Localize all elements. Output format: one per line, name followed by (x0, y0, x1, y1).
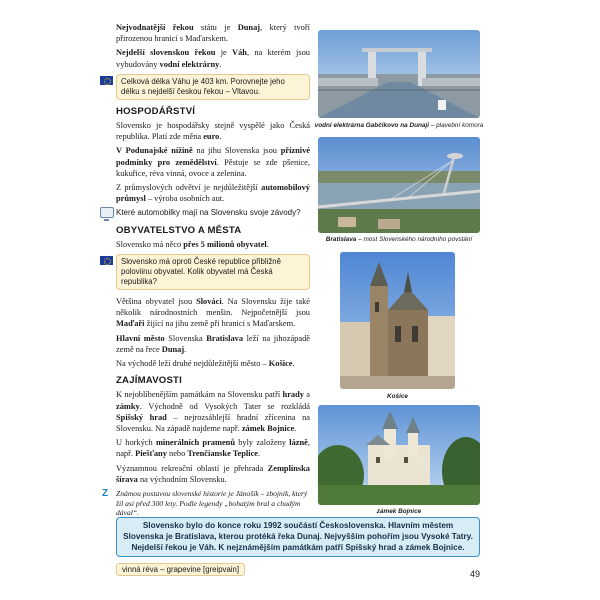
heading-economy: HOSPODÁŘSTVÍ (116, 105, 196, 117)
eu-flag-icon (100, 256, 113, 265)
paragraph-sights-2: U horkých minerálních pramenů byly založeny lázně, např. Piešťany nebo Trenčianske Teplice. (116, 438, 310, 459)
paragraph-population-3: Hlavní město Slovenska Bratislava leží na jihozápadě země na řece Dunaj. (116, 333, 310, 354)
photo-kosice-image (340, 252, 455, 389)
page-number: 49 (470, 569, 481, 579)
photo-gabcikovo (318, 30, 480, 118)
note-population: Slovensko má oproti České republice přibližně poloviinu obyvatel. Kolik obyvatel má Česká republika? (116, 254, 310, 290)
computer-icon (100, 207, 114, 218)
photo-bojnice-image (318, 405, 480, 505)
question-automobiles: Které automobilky mají na Slovensku svoje závody? (116, 207, 310, 218)
paragraph-vah: Nejdelší slovenskou řekou je Váh, na kterém jsou vybudovány vodní elektrárny. (116, 48, 310, 69)
paragraph-economy-1: Slovensko je hospodářsky stejně vyspělé jako Česká republika. Platí zde měna euro. (116, 121, 310, 142)
caption-bojnice: zámek Bojnice (376, 508, 422, 515)
photo-gabcikovo-image (318, 30, 480, 118)
photo-bratislava-image (318, 137, 480, 233)
caption-bratislava: Bratislava – most Slovenského národního povstání (325, 236, 473, 243)
caption-kosice: Košice (387, 393, 408, 400)
paragraph-population-1: Slovensko má něco přes 5 milionů obyvatel. (116, 239, 269, 249)
paragraph-sights-3: Významnou rekreační oblastí je přehrada Zemplínska šírava na východním Slovensku. (116, 463, 310, 484)
text-column (102, 22, 311, 518)
paragraph-population-2: Většina obyvatel jsou Slováci. Na Slovensku žije také několik národnostních menšin. Nejpočetnější jsou Maďaři žijící na jihu země při hranici s Maďarskem. (116, 297, 311, 329)
note-vah-length: Celková délka Váhu je 403 km. Porovnejte jeho délku s nejdelší českou řekou – Vltavou. (116, 74, 310, 100)
vocabulary-note: vinná réva – grapevine [greipvain] (116, 563, 245, 576)
caption-gabcikovo: vodní elektrárna Gabčíkovo na Dunaji – plavební komora (314, 122, 484, 129)
paragraph-economy-3: Z průmyslových odvětví je nejdůležitější automobilový průmysl – výroba osobních aut. (116, 183, 310, 204)
note-janosik: Z Známou postavou slovenské historie je Jánošík – zbojník, který žil asi před 300 lety. Podle legendy „bohatým bral a chudým dával“. (102, 488, 308, 518)
eu-flag-icon (100, 76, 113, 85)
paragraph-population-4: Na východě leží druhé nejdůležitější město – Košice. (116, 359, 295, 369)
photo-kosice (340, 252, 455, 389)
photo-bratislava (318, 137, 480, 233)
z-marker-icon: Z (102, 488, 109, 500)
heading-sights: ZAJÍMAVOSTI (116, 375, 182, 387)
paragraph-danube: Nejvodnatější řekou státu je Dunaj, který tvoří přirozenou hranici s Maďarskem. (116, 23, 310, 44)
paragraph-sights-1: K nejoblíbenějším památkám na Slovensku patří hrady a zámky. Východně od Vysokých Tater se rozkládá Spišský hrad – nejrozsáhlejší hradní zřícenina na Slovensku. Na západě najdeme např. zámek Bojnice. (116, 390, 311, 434)
summary-box: Slovensko bylo do konce roku 1992 součástí Československa. Hlavním městem Slovenska je Bratislava, kterou protéká řeka Dunaj. Nejvyšším pohořím jsou Vysoké Tatry. Nejdelší řekou je Váh. K nejznámějším památkám patří Spišský hrad a zámek Bojnice. (116, 517, 480, 557)
heading-population: OBYVATELSTVO A MĚSTA (116, 224, 242, 236)
paragraph-economy-2: V Podunajské nížině na jihu Slovenska jsou příznivé podmínky pro zemědělství. Pěstuje se zde pšenice, kukuřice, réva vinná, ovoce a zelenina. (116, 146, 310, 178)
photo-bojnice (318, 405, 480, 505)
